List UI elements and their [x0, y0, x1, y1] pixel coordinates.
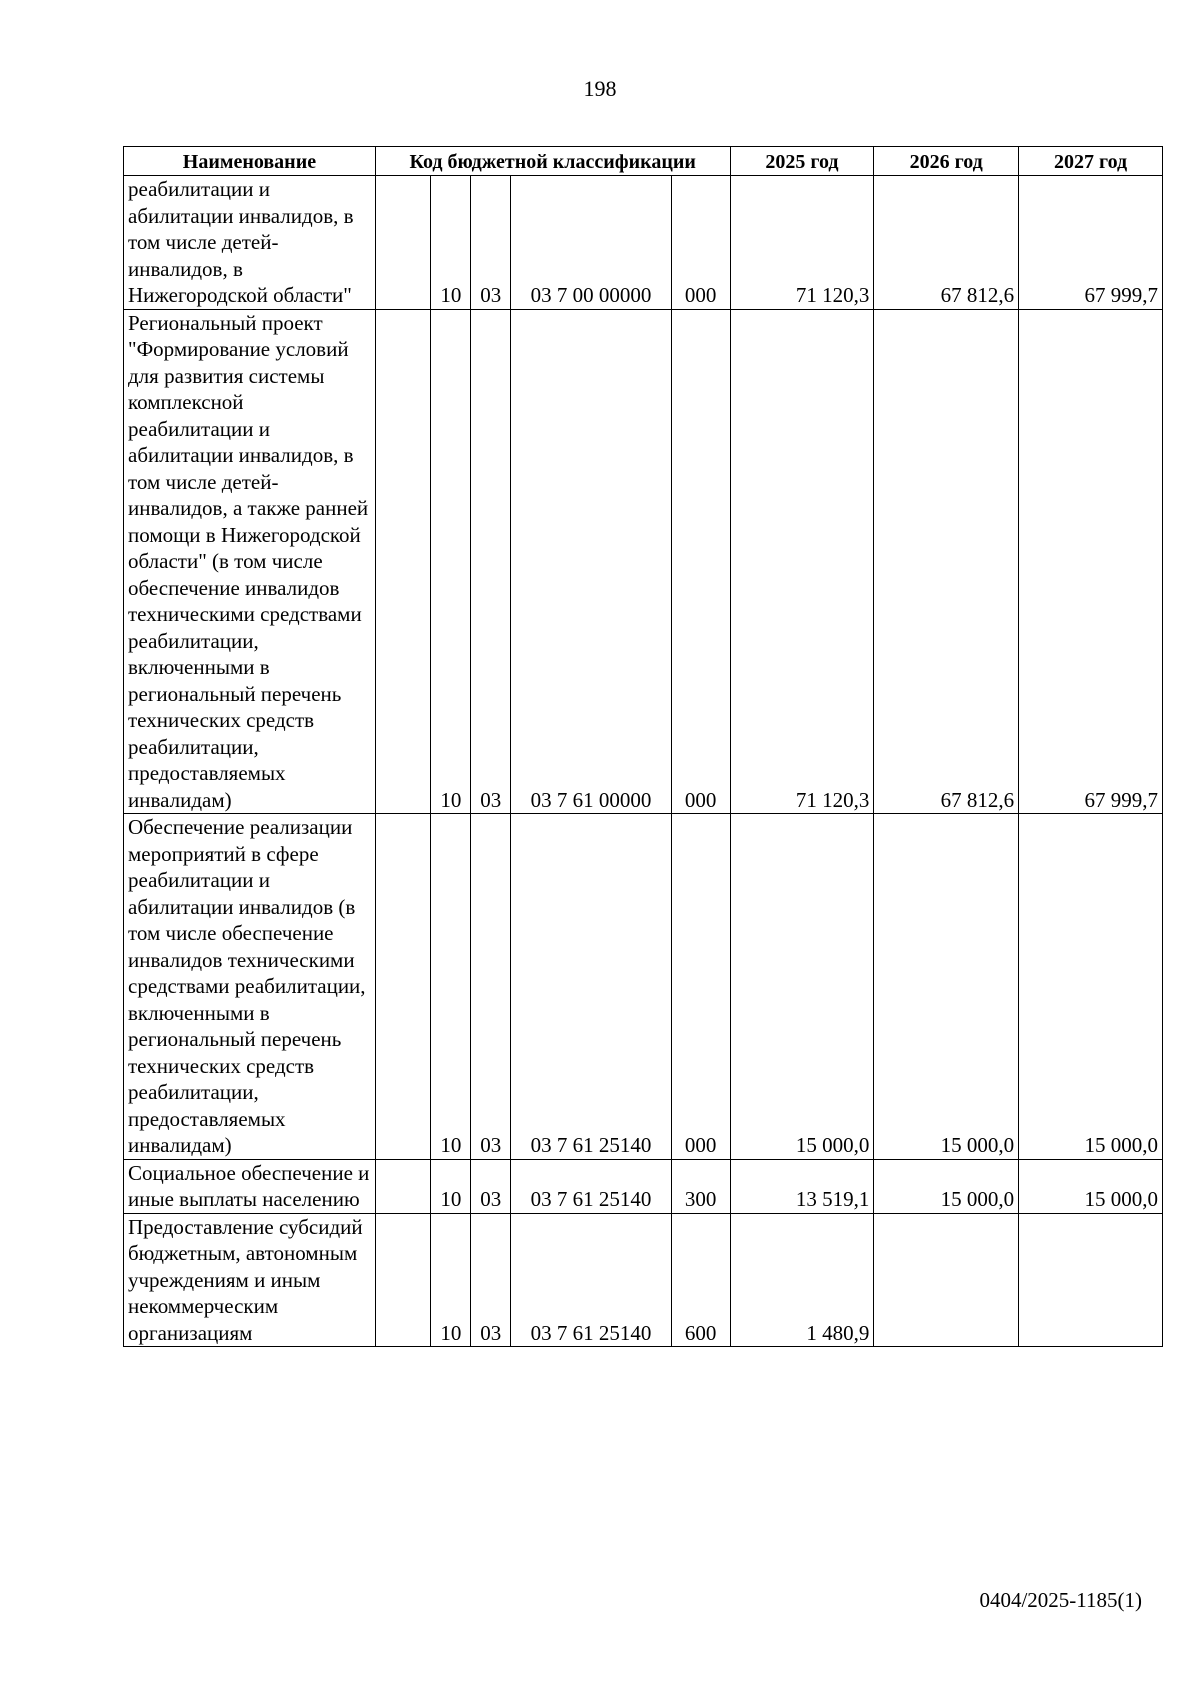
row-code-subsection: 03 [471, 1213, 511, 1347]
row-code-section: 10 [431, 176, 471, 310]
row-name: Социальное обеспечение и иные выплаты населению [124, 1159, 376, 1213]
row-value-2026: 15 000,0 [874, 814, 1019, 1160]
row-value-2025: 15 000,0 [730, 814, 874, 1160]
row-value-2025: 71 120,3 [730, 309, 874, 814]
row-code-subsection: 03 [471, 814, 511, 1160]
header-name: Наименование [124, 147, 376, 176]
header-2027: 2027 год [1019, 147, 1163, 176]
row-name: Обеспечение реализации мероприятий в сфере реабилитации и абилитации инвалидов (в том числе обеспечение инвалидов техническими средствами реабилитации, включенными в региональный перечень технических средств реабилитации, предоставляемых инвалидам) [124, 814, 376, 1160]
row-name: реабилитации и абилитации инвалидов, в том числе детей-инвалидов, в Нижегородской области" [124, 176, 376, 310]
row-code-target: 03 7 61 25140 [511, 1213, 672, 1347]
row-value-2025: 71 120,3 [730, 176, 874, 310]
row-code-target: 03 7 00 00000 [511, 176, 672, 310]
table-row [124, 1159, 1163, 1213]
header-code: Код бюджетной классификации [375, 147, 730, 176]
row-code-subsection: 03 [471, 176, 511, 310]
row-value-2025: 13 519,1 [730, 1159, 874, 1213]
header-2025: 2025 год [730, 147, 874, 176]
table-row [124, 309, 1163, 814]
row-value-2026: 67 812,6 [874, 176, 1019, 310]
row-code-target: 03 7 61 00000 [511, 309, 672, 814]
row-code-expense-type: 600 [671, 1213, 730, 1347]
row-code-section: 10 [431, 814, 471, 1160]
row-code-expense-type: 000 [671, 309, 730, 814]
table-row [124, 176, 1163, 310]
row-name: Предоставление субсидий бюджетным, автономным учреждениям и иным некоммерческим организациям [124, 1213, 376, 1347]
row-code-section: 10 [431, 1159, 471, 1213]
table-row [124, 814, 1163, 1160]
table-row [124, 1213, 1163, 1347]
row-value-2027: 67 999,7 [1019, 176, 1163, 310]
table-header-row [124, 147, 1163, 176]
row-code-subsection: 03 [471, 1159, 511, 1213]
row-value-2026: 15 000,0 [874, 1159, 1019, 1213]
row-code-target: 03 7 61 25140 [511, 814, 672, 1160]
row-code-target: 03 7 61 25140 [511, 1159, 672, 1213]
row-code-expense-type: 000 [671, 814, 730, 1160]
row-value-2027: 67 999,7 [1019, 309, 1163, 814]
row-value-2026: 67 812,6 [874, 309, 1019, 814]
document-id: 0404/2025-1185(1) [979, 1588, 1142, 1612]
row-name: Региональный проект "Формирование условий для развития системы комплексной реабилитации и абилитации инвалидов, в том числе детей-инвалидов, а также ранней помощи в Нижегородской области" (в том числе обеспечение инвалидов техническими средствами реабилитации, включенными в региональный перечень технических средств реабилитации, предоставляемых инвалидам) [124, 309, 376, 814]
row-code-1 [375, 176, 431, 310]
row-code-section: 10 [431, 309, 471, 814]
row-value-2027: 15 000,0 [1019, 1159, 1163, 1213]
row-value-2027 [1019, 1213, 1163, 1347]
row-code-1 [375, 814, 431, 1160]
row-code-1 [375, 1159, 431, 1213]
row-code-expense-type: 300 [671, 1159, 730, 1213]
row-code-1 [375, 309, 431, 814]
budget-table [123, 146, 1163, 1347]
page-number: 198 [583, 76, 617, 101]
row-code-1 [375, 1213, 431, 1347]
row-value-2025: 1 480,9 [730, 1213, 874, 1347]
row-code-expense-type: 000 [671, 176, 730, 310]
row-code-subsection: 03 [471, 309, 511, 814]
row-code-section: 10 [431, 1213, 471, 1347]
row-value-2027: 15 000,0 [1019, 814, 1163, 1160]
row-value-2026 [874, 1213, 1019, 1347]
header-2026: 2026 год [874, 147, 1019, 176]
